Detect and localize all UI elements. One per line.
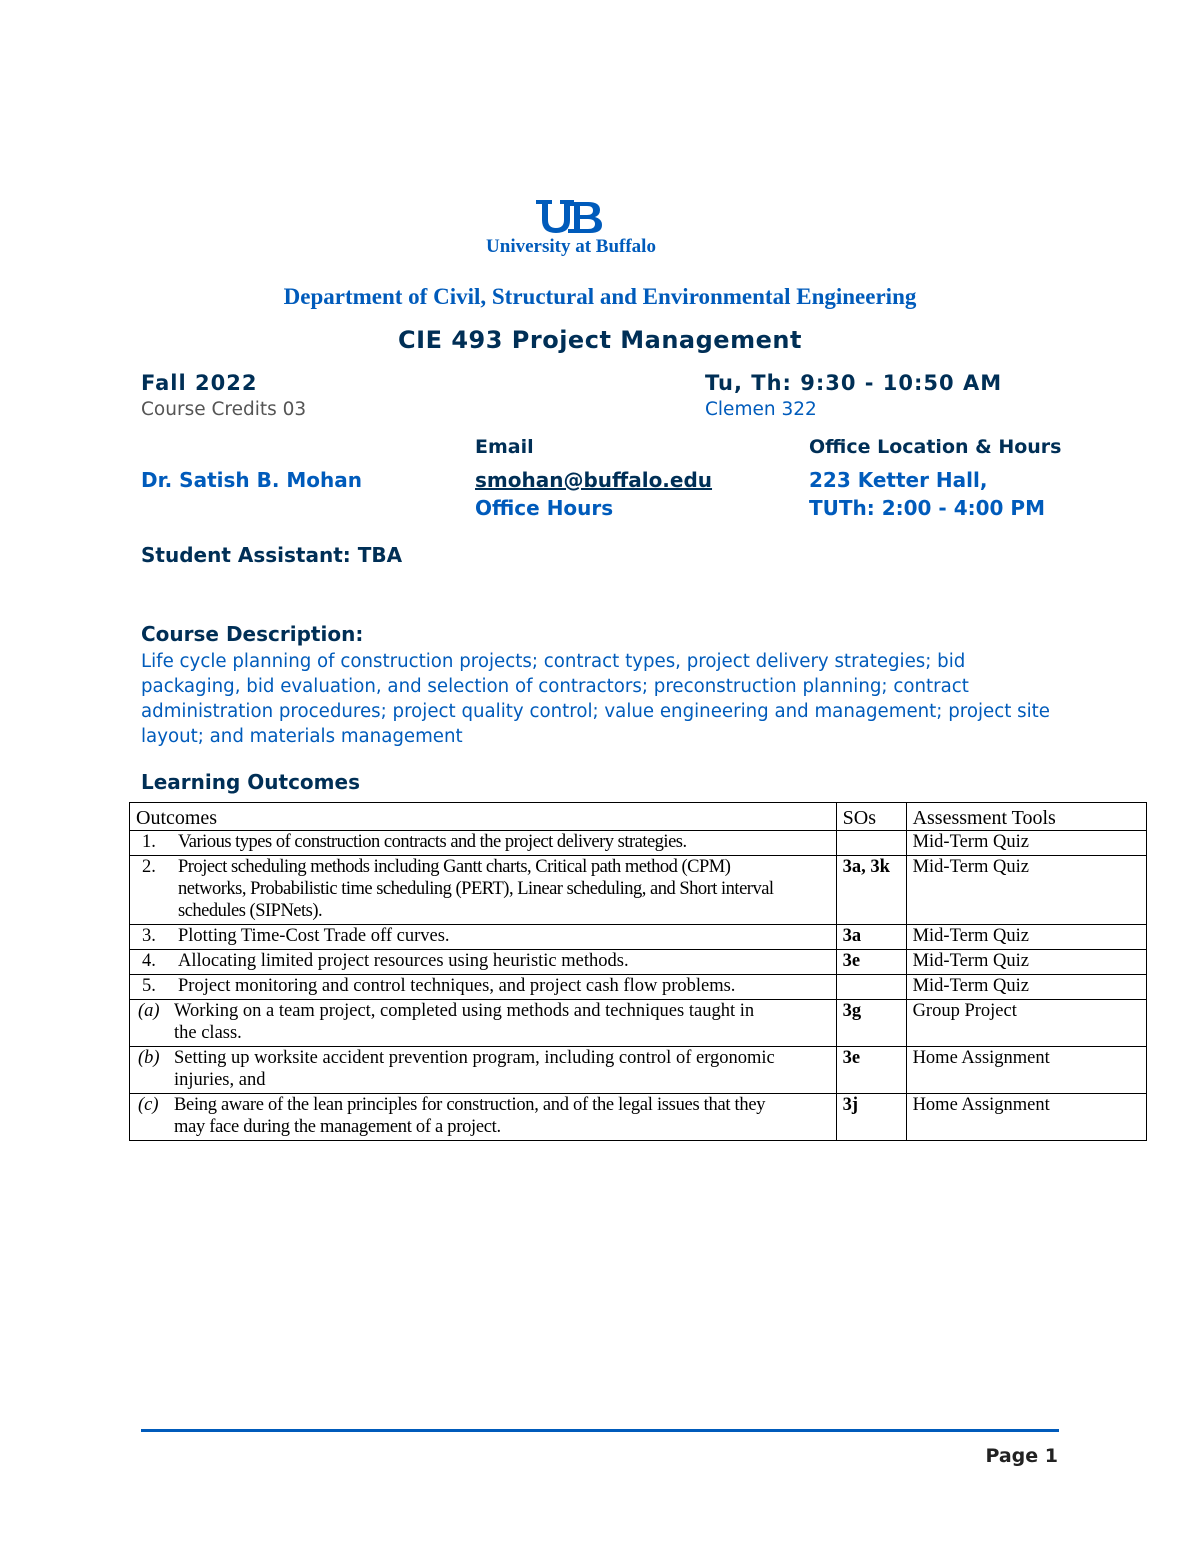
- assessment-tool: Mid-Term Quiz: [906, 950, 1146, 975]
- assessment-tool: Home Assignment: [906, 1094, 1146, 1141]
- table-row: [130, 950, 1147, 975]
- assessment-tool: Home Assignment: [906, 1047, 1146, 1094]
- column-header-assessment-tools: Assessment Tools: [906, 803, 1146, 831]
- course-credits: Course Credits 03: [141, 399, 307, 420]
- outcome-text: Plotting Time-Cost Trade off curves.: [178, 926, 450, 946]
- class-room: Clemen 322: [705, 399, 817, 420]
- table-row: [130, 831, 1147, 856]
- table-row: [130, 1094, 1147, 1141]
- assessment-tool: Group Project: [906, 1000, 1146, 1047]
- table-row: [130, 856, 1147, 925]
- table-row: [130, 1047, 1147, 1094]
- outcome-marker: 1.: [142, 832, 156, 852]
- table-row: [130, 975, 1147, 1000]
- so-value: 3a, 3k: [836, 856, 906, 925]
- assessment-tool: Mid-Term Quiz: [906, 975, 1146, 1000]
- outcome-marker: 3.: [142, 926, 156, 946]
- learning-outcomes-table: [129, 802, 1147, 1141]
- student-assistant-value: : TBA: [342, 543, 403, 567]
- instructor-email-link[interactable]: smohan@buffalo.edu: [475, 468, 713, 492]
- learning-outcomes-heading: Learning Outcomes: [141, 770, 360, 794]
- email-label: Email: [475, 436, 534, 458]
- office-hours: TUTh: 2:00 - 4:00 PM: [809, 496, 1045, 520]
- course-title: CIE 493 Project Management: [398, 326, 802, 354]
- outcome-text: Project monitoring and control techniques, and project cash flow problems.: [178, 976, 736, 996]
- course-description-text: Life cycle planning of construction projects; contract types, project delivery strategies; bid packaging, bid evaluation, and selection of contractors; preconstruction planning; contract administration procedures; project quality control; value engineering and management; project site layout; and materials management: [141, 651, 1050, 747]
- outcome-marker: 4.: [142, 951, 156, 971]
- instructor-name: Dr. Satish B. Mohan: [141, 468, 363, 492]
- ub-monogram-icon: [534, 198, 606, 234]
- assessment-tool: Mid-Term Quiz: [906, 856, 1146, 925]
- outcome-marker: 2.: [142, 857, 156, 877]
- outcome-text: Being aware of the lean principles for construction, and of the legal issues that they may face during the management of a project.: [174, 1095, 766, 1137]
- table-row: [130, 925, 1147, 950]
- so-value: 3e: [836, 950, 906, 975]
- outcome-text: Various types of construction contracts and the project delivery strategies.: [178, 832, 687, 852]
- office-location: 223 Ketter Hall,: [809, 468, 988, 492]
- outcome-text: Allocating limited project resources using heuristic methods.: [178, 951, 629, 971]
- outcome-text: Setting up worksite accident prevention program, including control of ergonomic injuries, and: [174, 1048, 775, 1090]
- assessment-tool: Mid-Term Quiz: [906, 831, 1146, 856]
- logo-wordmark: University at Buffalo: [486, 236, 656, 257]
- course-description-heading: [141, 622, 363, 646]
- assessment-tool: Mid-Term Quiz: [906, 925, 1146, 950]
- course-description-colon: :: [355, 622, 364, 646]
- office-hours-label: Office Hours: [475, 496, 614, 520]
- course-description-heading-text: Course Description: [141, 622, 356, 646]
- so-value: 3a: [836, 925, 906, 950]
- footer-divider: [141, 1429, 1059, 1432]
- outcome-marker: (a): [138, 1001, 160, 1021]
- so-value: 3j: [836, 1094, 906, 1141]
- column-header-sos: SOs: [836, 803, 906, 831]
- page-number: Page 1: [985, 1445, 1058, 1467]
- outcome-text: Project scheduling methods including Gantt charts, Critical path method (CPM) networks, Probabilistic time scheduling (PERT), Linear scheduling, and Short interval schedules (SIPNets).: [178, 857, 774, 921]
- outcome-marker: 5.: [142, 976, 156, 996]
- outcome-text: Working on a team project, completed using methods and techniques taught in the class.: [174, 1001, 755, 1043]
- student-assistant: [141, 543, 402, 567]
- university-logo: [466, 198, 676, 262]
- so-value: [836, 831, 906, 856]
- so-value: [836, 975, 906, 1000]
- outcome-marker: (b): [138, 1048, 160, 1068]
- column-header-outcomes: Outcomes: [130, 803, 837, 831]
- student-assistant-label: Student Assistant: [141, 543, 343, 567]
- office-label: Office Location & Hours: [809, 436, 1062, 458]
- class-schedule: Tu, Th: 9:30 - 10:50 AM: [705, 371, 1003, 395]
- department-title: Department of Civil, Structural and Environmental Engineering: [283, 284, 917, 309]
- so-value: 3e: [836, 1047, 906, 1094]
- table-row: [130, 1000, 1147, 1047]
- semester: Fall 2022: [141, 371, 258, 395]
- table-header-row: [130, 803, 1147, 831]
- outcome-marker: (c): [138, 1095, 159, 1115]
- so-value: 3g: [836, 1000, 906, 1047]
